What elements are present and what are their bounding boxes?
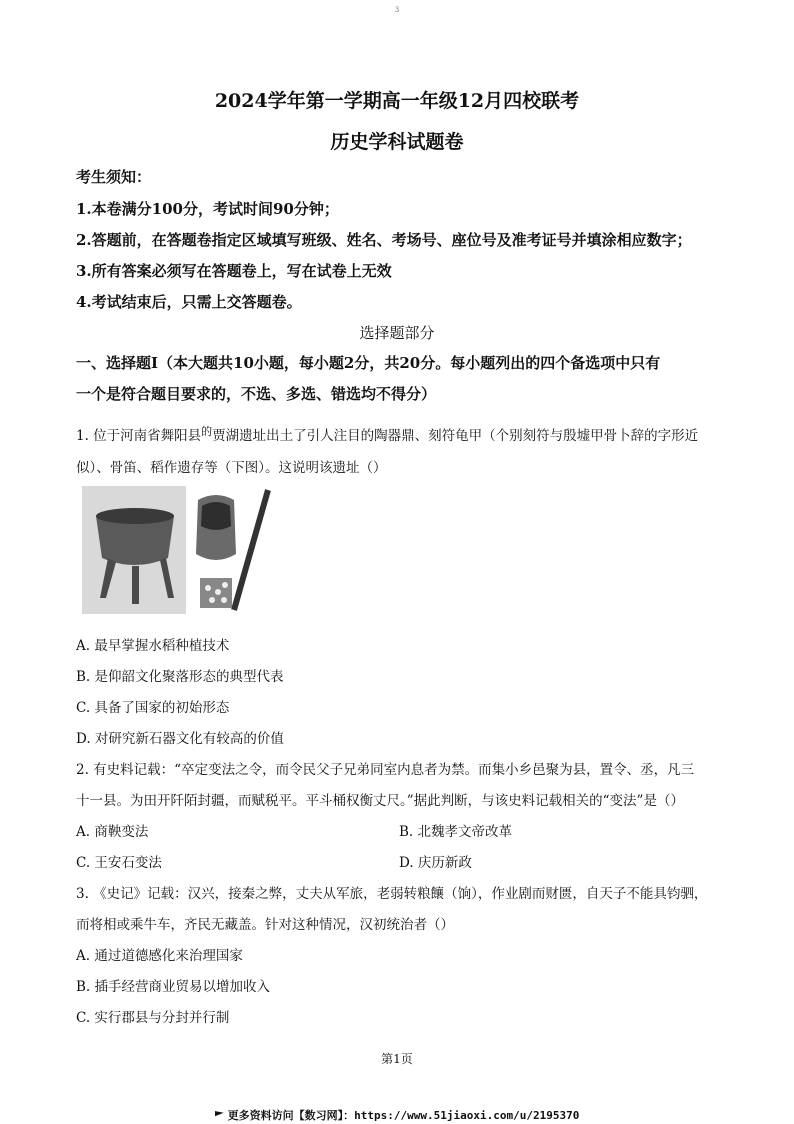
- question-2-line-1: 2. 有史料记载：“卒定变法之令，而令民父子兄弟同室内息者为禁。而集小乡邑聚为县，置令、丞，凡三: [76, 762, 695, 778]
- q1-option-a: A. 最早掌握水稻种植技术: [76, 638, 230, 654]
- q3-option-b: B. 插手经营商业贸易以增加收入: [76, 979, 271, 995]
- question-2-line-2: 十一县。为田开阡陌封疆，而赋税平。平斗桶权衡丈尺。”据此判断，与该史料记载相关的“变法”是（）: [76, 793, 684, 809]
- q2-option-d: D. 庆历新政: [399, 855, 472, 871]
- notice-heading: 考生须知：: [76, 168, 152, 186]
- q1-text-b: 贾湖遗址出土了引人注目的陶器鼎、刻符龟甲（个别刻符与殷墟甲骨卜辞的字形近: [212, 428, 699, 444]
- question-3-line-1: 3. 《史记》记载：汉兴，接秦之弊，丈夫从军旅，老弱转粮饟（饷），作业剧而财匮，自天子不能具钧驷，: [76, 886, 708, 902]
- q3-option-a: A. 通过道德感化来治理国家: [76, 948, 243, 964]
- page-number: 第1页: [381, 1052, 413, 1066]
- question-1-line-2: 似）、骨笛、稻作遗存等（下图）。这说明该遗址（）: [76, 460, 387, 476]
- top-mark: 3: [394, 6, 400, 14]
- q2-option-c: C. 王安石变法: [76, 855, 162, 871]
- part-heading-line-1: 一、选择题Ⅰ（本大题共10小题，每小题2分，共20分。每小题列出的四个备选项中只有: [76, 354, 661, 372]
- exam-title: 2024学年第一学期高一年级12月四校联考: [214, 90, 580, 112]
- q1-option-c: C. 具备了国家的初始形态: [76, 700, 230, 716]
- q1-option-b: B. 是仰韶文化聚落形态的典型代表: [76, 669, 284, 685]
- notice-item-2: 2.答题前，在答题卷指定区域填写班级、姓名、考场号、座位号及准考证号并填涂相应数字；: [76, 231, 692, 249]
- question-3-line-2: 而将相或乘牛车，齐民无藏盖。针对这种情况，汉初统治者（）: [76, 917, 454, 933]
- q1-sup: 的: [201, 425, 213, 438]
- q2-option-b: B. 北魏孝文帝改革: [399, 824, 513, 840]
- question-1-line-1: [76, 423, 698, 444]
- q1-option-d: D. 对研究新石器文化有较高的价值: [76, 731, 284, 747]
- promo-text: 更多资料访问【数习网】：https://www.51jiaoxi.com/u/2195370: [227, 1109, 580, 1122]
- flag-icon: [215, 1111, 224, 1120]
- section-title: 选择题部分: [359, 324, 435, 342]
- artifact-figure: [82, 486, 276, 614]
- notice-item-4: 4.考试结束后，只需上交答题卷。: [76, 293, 302, 311]
- q2-option-a: A. 商鞅变法: [76, 824, 149, 840]
- q1-text-a: 1. 位于河南省舞阳县: [76, 428, 202, 444]
- exam-subtitle: 历史学科试题卷: [330, 131, 464, 153]
- notice-item-3: 3.所有答案必须写在答题卷上，写在试卷上无效: [76, 262, 392, 280]
- promo-link[interactable]: [0, 1107, 794, 1123]
- notice-item-1: 1.本卷满分100分，考试时间90分钟；: [76, 200, 339, 218]
- q3-option-c: C. 实行郡县与分封并行制: [76, 1010, 230, 1026]
- artifact-photos: [82, 486, 276, 614]
- part-heading-line-2: 一个是符合题目要求的，不选、多选、错选均不得分）: [76, 385, 437, 403]
